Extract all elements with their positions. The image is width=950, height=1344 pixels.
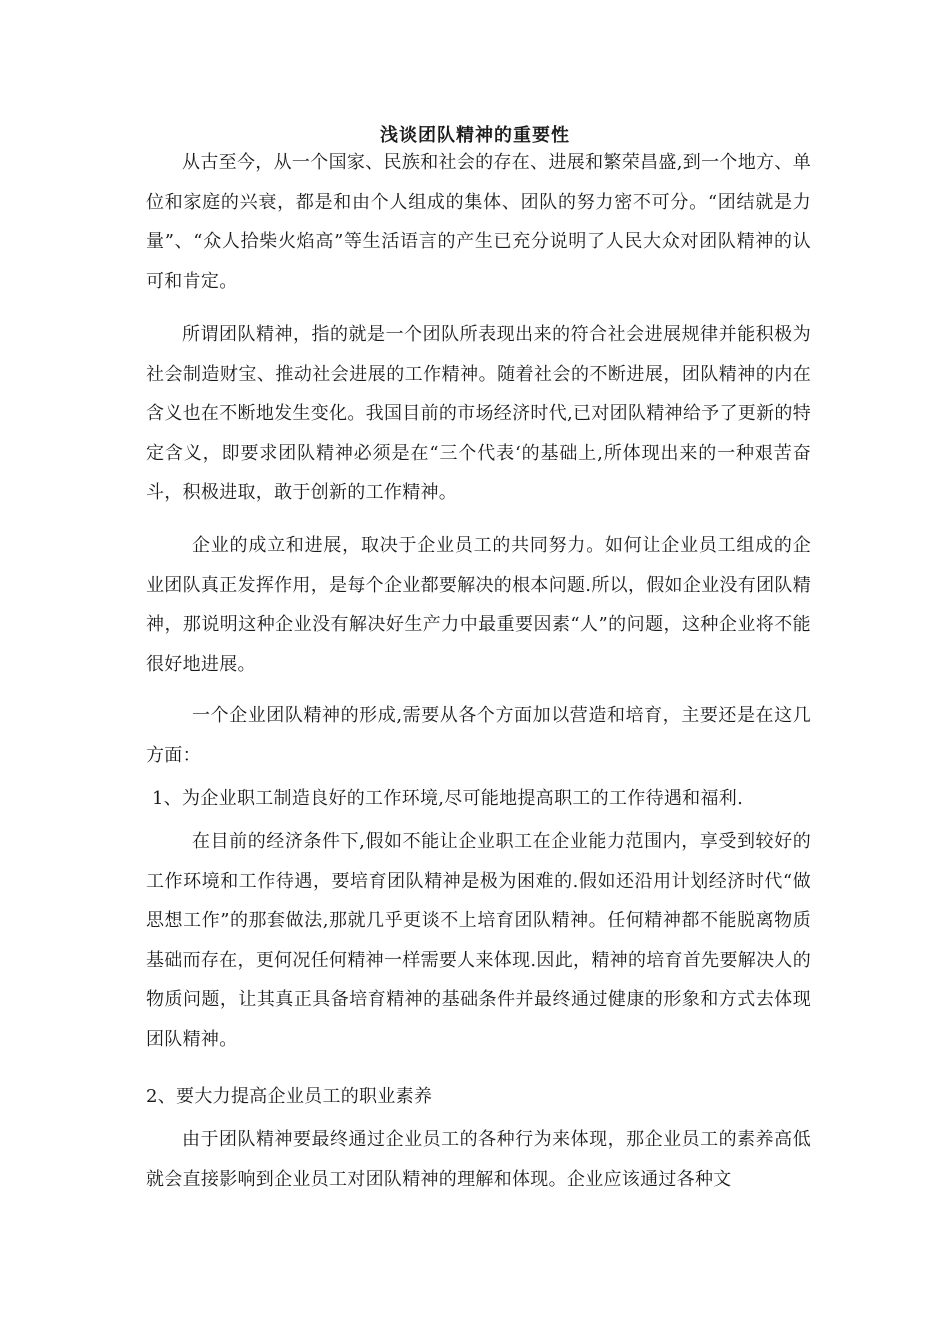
paragraph-3: 企业的成立和进展，取决于企业员工的共同努力。如何让企业员工组成的企业团队真正发挥作用，是每个企业都要解决的根本问题.所以，假如企业没有团队精神，那说明这种企业没有解决好生产力中最重要因素“人”的问题，这种企业将不能很好地进展。 [146,535,811,675]
section-heading-1: 1、为企业职工制造良好的工作环境,尽可能地提高职工的工作待遇和福利. [152,788,744,809]
paragraph-1: 从古至今，从一个国家、民族和社会的存在、进展和繁荣昌盛,到一个地方、单位和家庭的兴衰，都是和由个人组成的集体、团队的努力密不可分。“团结就是力量”、“众人拾柴火焰高”等生活语言的产生已充分说明了人民大众对团队精神的认可和肯定。 [146,152,811,292]
paragraph-6: 由于团队精神要最终通过企业员工的各种行为来体现，那企业员工的素养高低就会直接影响到企业员工对团队精神的理解和体现。企业应该通过各种文 [146,1129,811,1190]
document-title: 浅谈团队精神的重要性 [380,125,570,146]
paragraph-2: 所谓团队精神，指的就是一个团队所表现出来的符合社会进展规律并能积极为社会制造财宝、推动社会进展的工作精神。随着社会的不断进展，团队精神的内在含义也在不断地发生变化。我国目前的市场经济时代,已对团队精神给予了更新的特定含义，即要求团队精神必须是在“三个代表‘的基础上,所体现出来的一种艰苦奋斗，积极进取，敢于创新的工作精神。 [146,324,811,503]
section-heading-2: 2、要大力提高企业员工的职业素养 [146,1086,433,1107]
paragraph-4: 一个企业团队精神的形成,需要从各个方面加以营造和培育，主要还是在这几方面： [146,705,811,766]
paragraph-5: 在目前的经济条件下,假如不能让企业职工在企业能力范围内，享受到较好的工作环境和工作待遇，要培育团队精神是极为困难的.假如还沿用计划经济时代“做思想工作”的那套做法,那就几乎更谈不上培育团队精神。任何精神都不能脱离物质基础而存在，更何况任何精神一样需要人来体现.因此，精神的培育首先要解决人的物质问题，让其真正具备培育精神的基础条件并最终通过健康的形象和方式去体现团队精神。 [146,831,811,1050]
